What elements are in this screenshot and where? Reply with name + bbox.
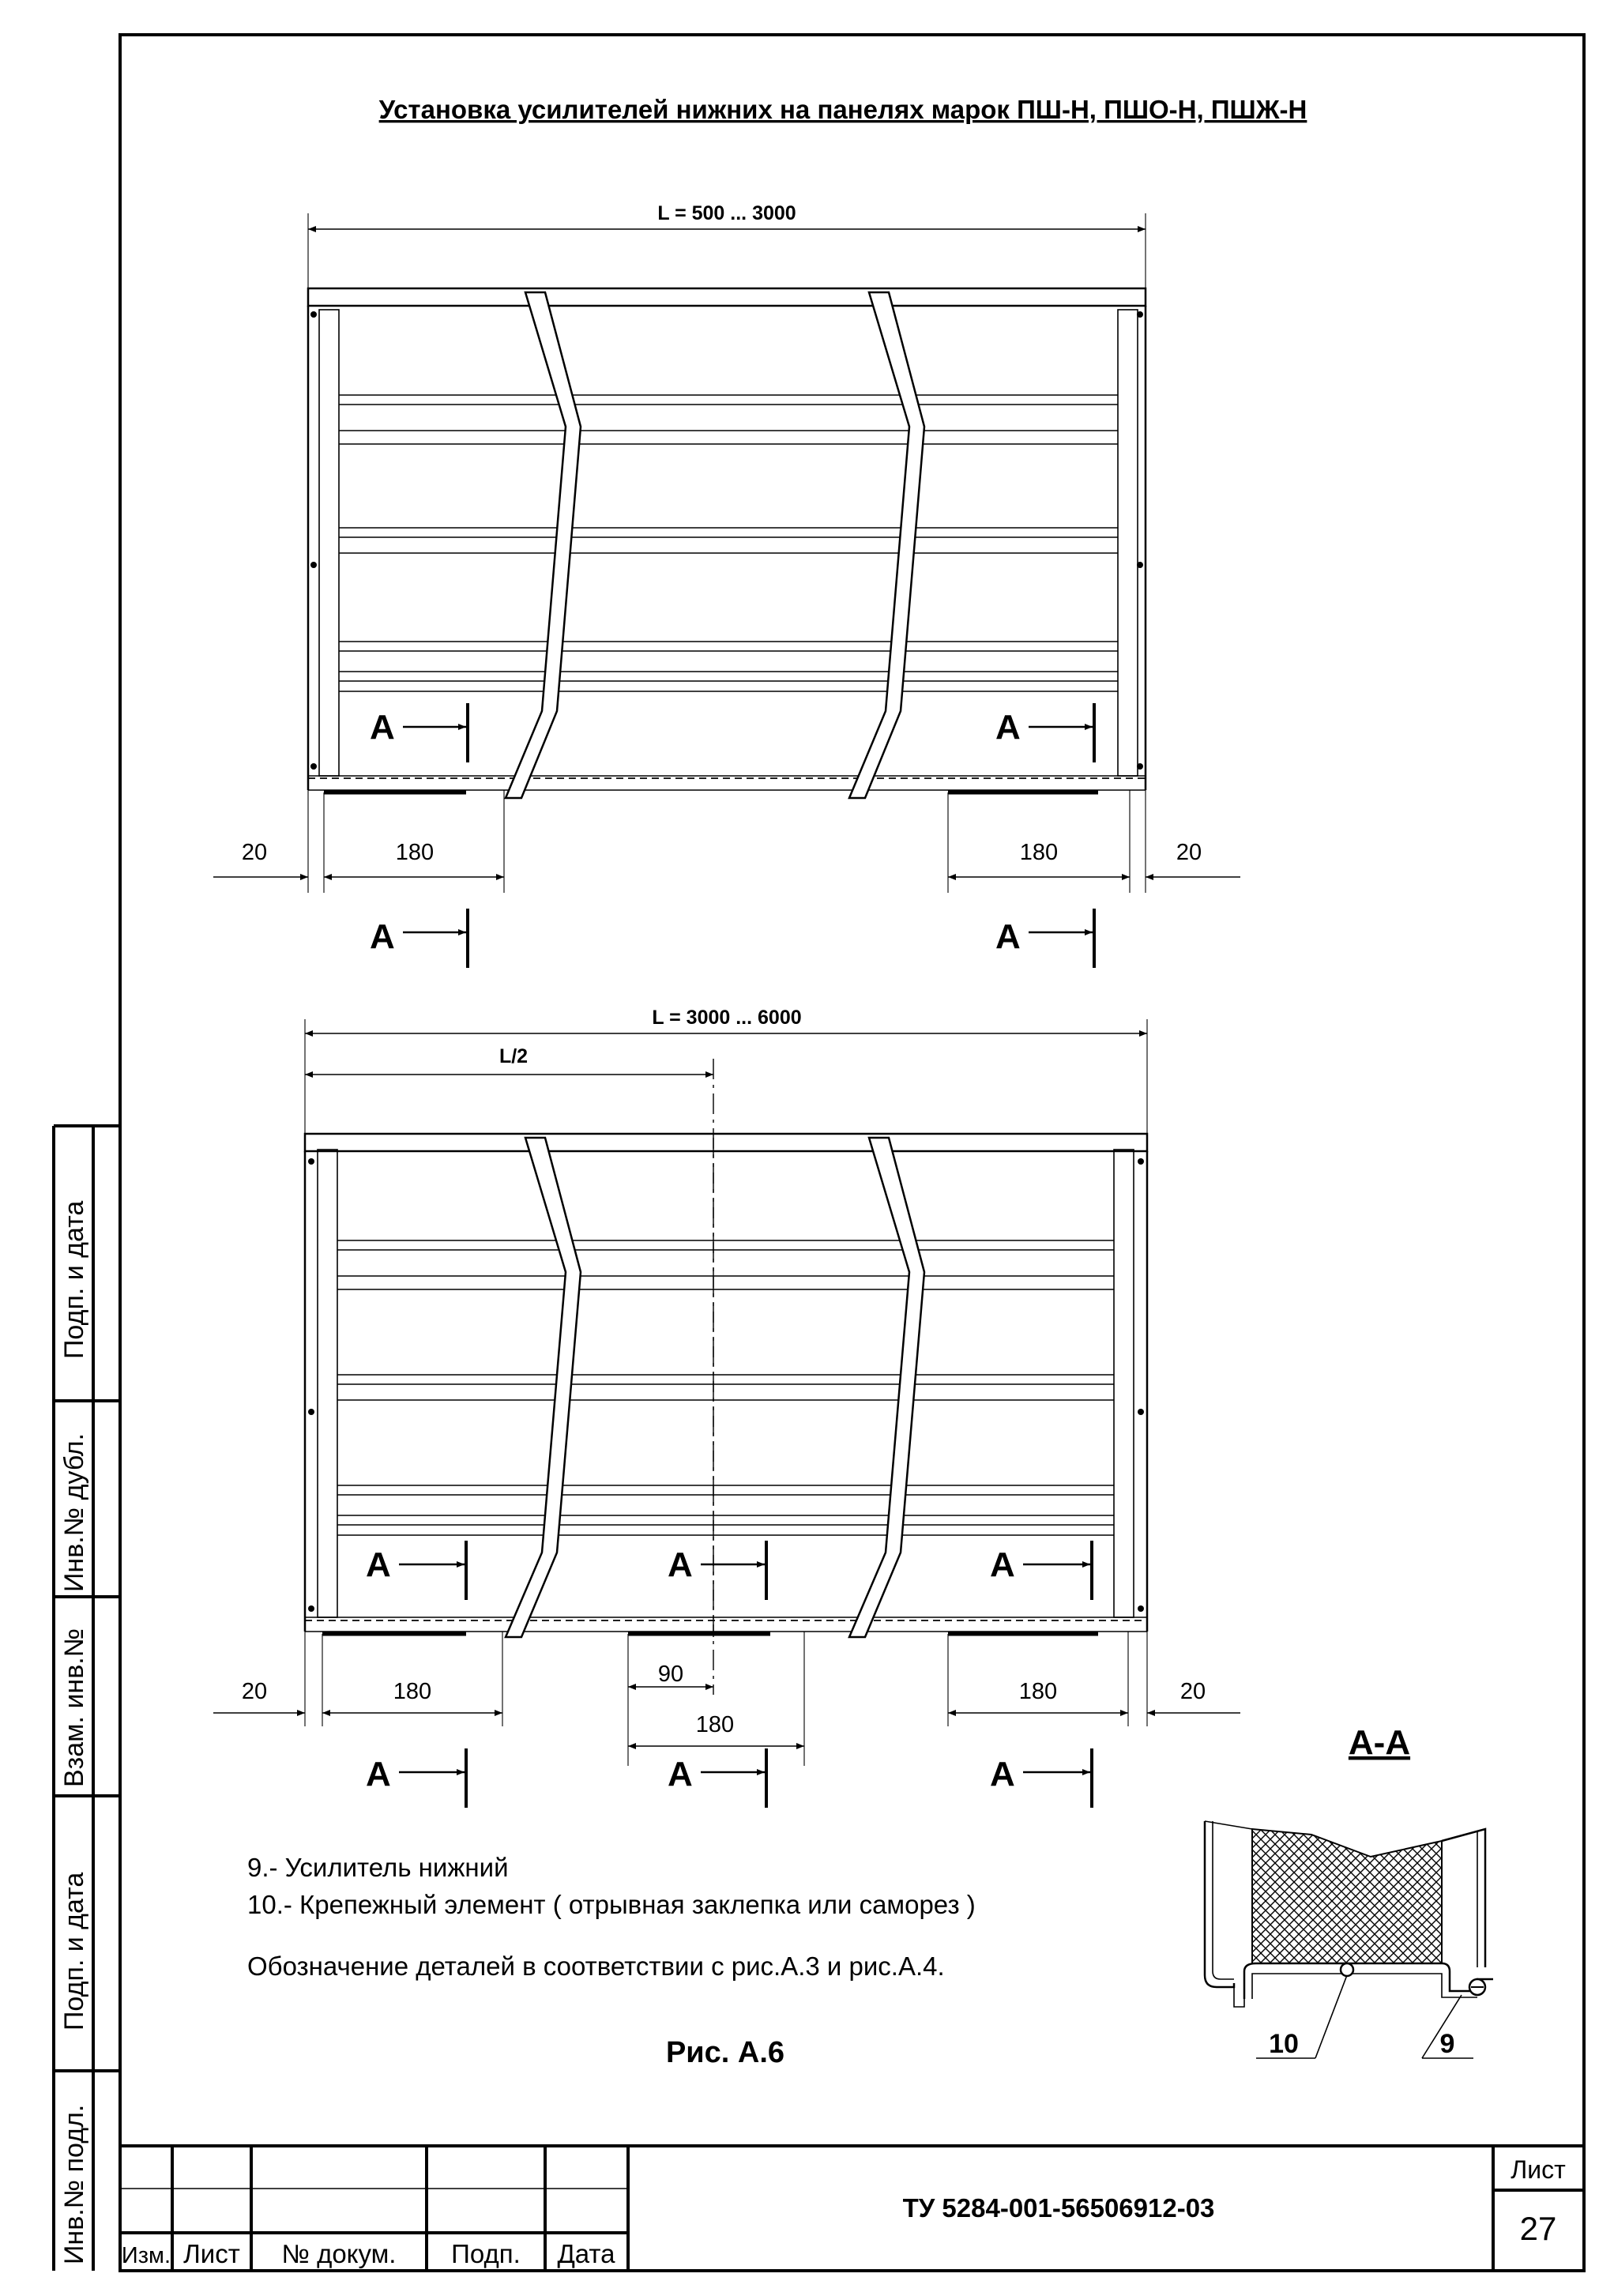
- dim-reinf-right-2: 180: [1018, 1679, 1058, 1704]
- stamp-sign-date-2: Подп. и дата: [59, 1872, 89, 2031]
- dim-center-offset: 90: [657, 1662, 684, 1687]
- svg-text:А: А: [990, 1545, 1015, 1584]
- figure-caption: Рис. А.6: [665, 2036, 785, 2069]
- doc-code: ТУ 5284-001-56506912-03: [902, 2193, 1215, 2223]
- stamp-inv-orig: Инв.№ подл.: [59, 2104, 89, 2264]
- section-mark-c-top-2: [668, 1541, 766, 1600]
- section-mark-r-bot-2: [990, 1748, 1092, 1808]
- dim-reinf-left-1: 180: [395, 840, 435, 865]
- stamp-replace-inv: Взам. инв.№: [59, 1628, 89, 1787]
- dim-reinf-left-2: 180: [393, 1679, 432, 1704]
- col-sign: Подп.: [451, 2239, 521, 2268]
- half-length-label: L/2: [498, 1045, 529, 1067]
- svg-text:А: А: [370, 917, 395, 956]
- stamp-inv-dup: Инв.№ дубл.: [59, 1432, 89, 1592]
- dim-edge-left-2: 20: [241, 1679, 268, 1704]
- section-mark-r-top-2: [990, 1541, 1092, 1600]
- section-mark-right-top: [995, 703, 1094, 762]
- col-change: Изм.: [121, 2243, 171, 2268]
- svg-text:А: А: [366, 1545, 391, 1584]
- stamp-sign-date-1: Подп. и дата: [59, 1200, 89, 1359]
- dim-edge-right-1: 20: [1176, 840, 1202, 865]
- svg-text:А: А: [668, 1755, 693, 1794]
- note-9: 9.- Усилитель нижний: [247, 1853, 509, 1882]
- dim-reinf-right-1: 180: [1019, 840, 1059, 865]
- title-block: [120, 2146, 1584, 2271]
- svg-text:А: А: [990, 1755, 1015, 1794]
- callout-9: 9: [1439, 2029, 1455, 2059]
- svg-text:А: А: [366, 1755, 391, 1794]
- notes: [247, 1853, 976, 1981]
- svg-text:А: А: [370, 708, 395, 747]
- drawing-title: Установка усилителей нижних на панелях марок ПШ-Н, ПШО-Н, ПШЖ-Н: [378, 95, 1307, 124]
- svg-text:А: А: [668, 1545, 693, 1584]
- note-10: 10.- Крепежный элемент ( отрывная заклепка или саморез ): [247, 1890, 976, 1919]
- callout-10: 10: [1269, 2029, 1299, 2059]
- col-doc: № докум.: [281, 2239, 397, 2268]
- svg-text:А: А: [995, 917, 1021, 956]
- svg-text:А: А: [995, 708, 1021, 747]
- view-long-panel: [213, 1007, 1240, 1808]
- section-mark-l-top-2: [366, 1541, 466, 1600]
- sheet-number: 27: [1519, 2210, 1557, 2247]
- length-label-long: L = 3000 ... 6000: [652, 1007, 802, 1029]
- col-date: Дата: [557, 2239, 615, 2268]
- length-label-short: L = 500 ... 3000: [657, 202, 796, 224]
- side-stamp: [59, 1201, 89, 2264]
- sheet-label: Лист: [1511, 2155, 1566, 2184]
- section-mark-c-bot-2: [668, 1748, 766, 1808]
- section-mark-l-bot-2: [366, 1748, 466, 1808]
- dim-edge-right-2: 20: [1179, 1679, 1206, 1704]
- dim-center: 180: [695, 1712, 735, 1737]
- section-mark-left-top: [370, 703, 468, 762]
- section-view-aa: [1205, 1723, 1493, 2059]
- view-short-panel: [213, 202, 1240, 968]
- dim-edge-left-1: 20: [241, 840, 268, 865]
- section-title: А-А: [1348, 1723, 1411, 1762]
- note-designation: Обозначение деталей в соответствии с рис.А.3 и рис.А.4.: [247, 1952, 945, 1981]
- section-mark-right-bottom: [995, 909, 1094, 968]
- section-mark-left-bottom: [370, 909, 468, 968]
- col-sheet: Лист: [183, 2239, 240, 2268]
